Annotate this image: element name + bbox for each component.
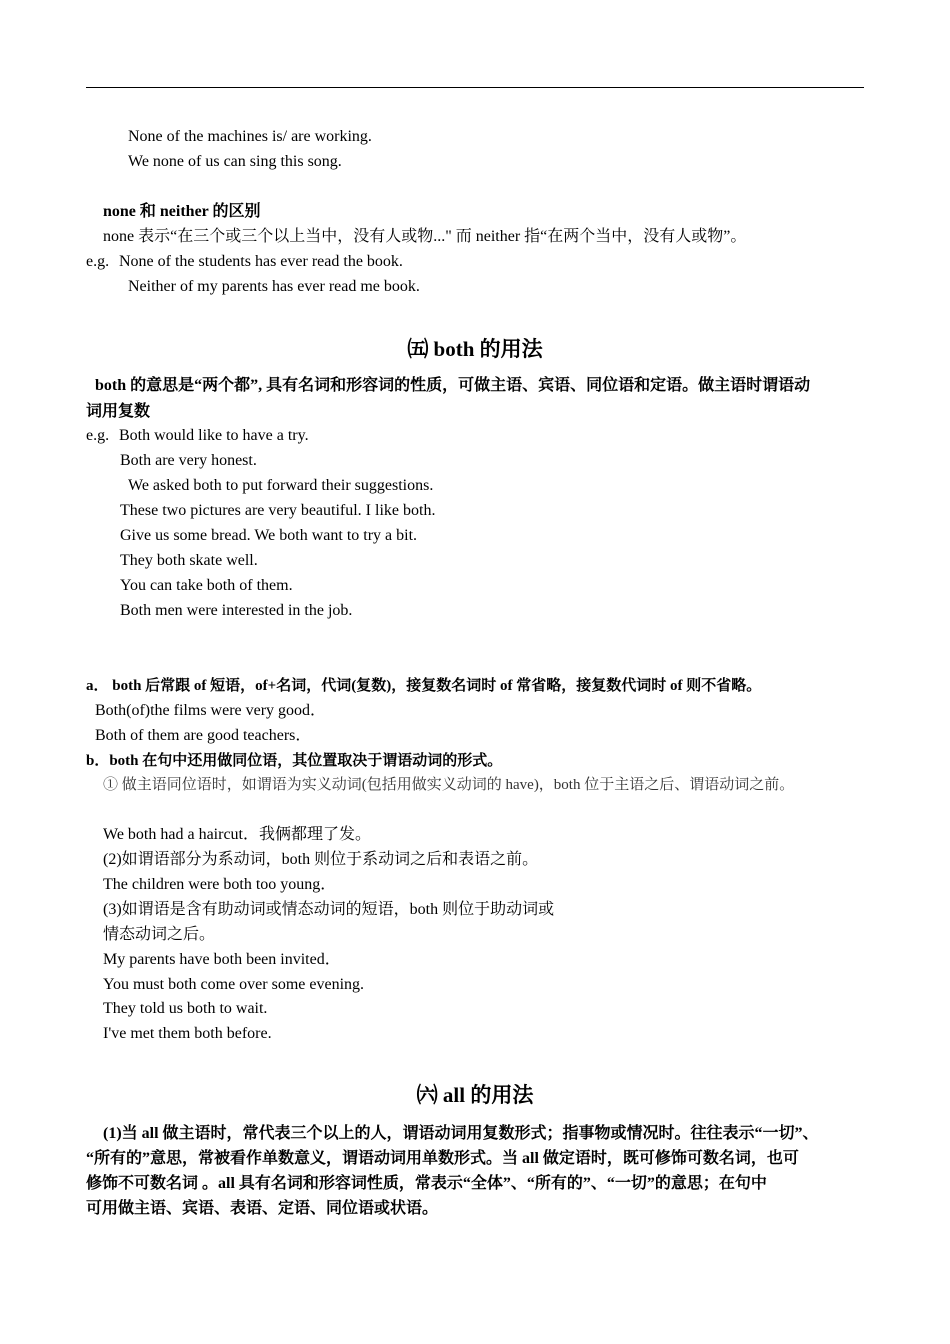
both-rule-b2: (2)如谓语部分为系动词，both 则位于系动词之后和表语之前。 [103, 851, 539, 868]
both-eg-label: e.g. [86, 427, 110, 444]
all-paragraph-line3: 修饰不可数名词 。all 具有名词和形容词性质，常表示“全体”、“所有的”、“一切”的意思；在句中 [86, 1175, 767, 1192]
both-example: They both skate well. [120, 552, 258, 569]
both-rule-b3-example: You must both come over some evening. [103, 976, 365, 993]
both-example: These two pictures are very beautiful. I like both. [120, 502, 436, 519]
both-example: Give us some bread. We both want to try a bit. [120, 527, 418, 544]
both-heading: ㈤ both 的用法 [407, 337, 543, 361]
both-rule-b2-example: The children were both too young． [103, 876, 337, 893]
both-intro-line1: both 的意思是“两个都”, 具有名词和形容词的性质，可做主语、宾语、同位语和定语。做主语时谓语动 [95, 377, 811, 394]
both-rule-b1: ① 做主语同位语时，如谓语为实义动词(包括用做实义动词的 have)，both 位于主语之后、谓语动词之前。 [103, 777, 795, 793]
all-heading: ㈥ all 的用法 [416, 1083, 534, 1107]
both-example: Both would like to have a try. [119, 427, 309, 444]
header-rule [86, 87, 864, 88]
both-rule-b3-line2: 情态动词之后。 [103, 926, 216, 943]
all-paragraph-line2: “所有的”意思，常被看作单数意义，谓语动词用单数形式。当 all 做定语时，既可修饰可数名词，也可 [86, 1150, 799, 1167]
none-eg-label: e.g. [86, 253, 110, 270]
both-rule-b: b．both 在句中还用做同位语，其位置取决于谓语动词的形式。 [86, 753, 503, 769]
both-rule-b1-example: We both had a haircut．我俩都理了发。 [103, 826, 371, 843]
all-paragraph-line4: 可用做主语、宾语、表语、定语、同位语或状语。 [86, 1200, 439, 1217]
both-intro-line2: 词用复数 [86, 403, 151, 420]
both-example: We asked both to put forward their suggestions. [128, 477, 434, 494]
both-example: You can take both of them. [120, 577, 293, 594]
both-rule-b3-example: I've met them both before. [103, 1025, 272, 1042]
both-rule-b3-line1: (3)如谓语是含有助动词或情态动词的短语，both 则位于助动词或 [103, 901, 555, 918]
none-eg-2: Neither of my parents has ever read me book. [128, 278, 420, 295]
both-rule-a-example-1: Both(of)the films were very good． [95, 702, 327, 719]
none-example-2: We none of us can sing this song. [128, 153, 342, 170]
both-rule-a: a． both 后常跟 of 短语，of+名词，代词(复数)，接复数名词时 of 常省略，接复数代词时 of 则不省略。 [86, 678, 762, 694]
none-example-1: None of the machines is/ are working. [128, 128, 372, 145]
both-rule-b3-example: My parents have both been invited． [103, 951, 341, 968]
none-neither-diff-desc: none 表示“在三个或三个以上当中，没有人或物..." 而 neither 指“在两个当中，没有人或物”。 [103, 228, 747, 245]
both-example: Both men were interested in the job. [120, 602, 353, 619]
both-rule-b3-example: They told us both to wait. [103, 1000, 268, 1017]
none-neither-diff-title: none 和 neither 的区别 [103, 203, 261, 220]
all-paragraph-line1: (1)当 all 做主语时，常代表三个以上的人，谓语动词用复数形式；指事物或情况时。往往表示“一切”、 [103, 1125, 819, 1142]
both-example: Both are very honest. [120, 452, 257, 469]
none-eg-1: None of the students has ever read the book. [119, 253, 403, 270]
both-rule-a-example-2: Both of them are good teachers． [95, 727, 312, 744]
